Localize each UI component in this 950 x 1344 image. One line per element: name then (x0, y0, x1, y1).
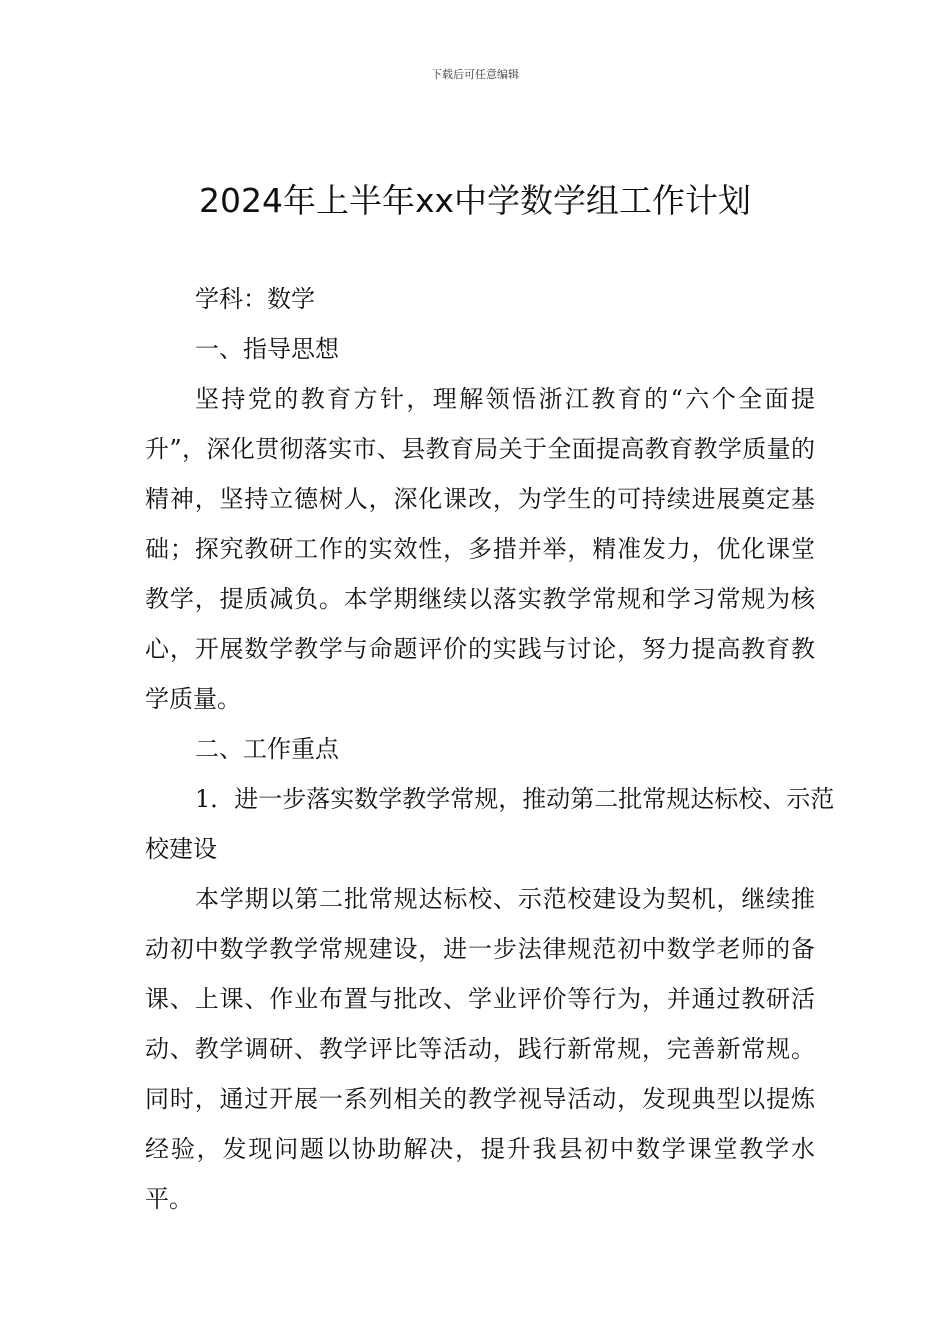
header-note: 下载后可任意编辑 (431, 68, 519, 81)
paragraph-guiding-ideology: 坚持党的教育方针，理解领悟浙江教育的“六个全面提升”，深化贯彻落实市、县教育局关于全面提高教育教学质量的精神，坚持立德树人，深化课改，为学生的可持续进展奠定基础；探究教研工作的实效性，多措并举，精准发力，优化课堂教学，提质减负。本学期继续以落实教学常规和学习常规为核心，开展数学教学与命题评价的实践与讨论，努力提高教育教学质量。 (145, 385, 815, 713)
section-heading-guiding-ideology: 一、指导思想 (195, 335, 339, 363)
item-heading-teaching-routine: 1．进一步落实数学教学常规，推动第二批常规达标校、示范校建设 (145, 785, 835, 863)
paragraph-teaching-routine: 本学期以第二批常规达标校、示范校建设为契机，继续推动初中数学教学常规建设，进一步法律规范初中数学老师的备课、上课、作业布置与批改、学业评价等行为，并通过教研活动、教学调研、教学评比等活动，践行新常规，完善新常规。同时，通过开展一系列相关的教学视导活动，发现典型以提炼经验，发现问题以协助解决，提升我县初中数学课堂教学水平。 (145, 885, 815, 1213)
document-title: 2024年上半年xx中学数学组工作计划 (198, 181, 752, 220)
section-heading-work-focus: 二、工作重点 (195, 735, 339, 763)
document-body (145, 274, 835, 1224)
subject-line: 学科：数学 (195, 285, 315, 313)
